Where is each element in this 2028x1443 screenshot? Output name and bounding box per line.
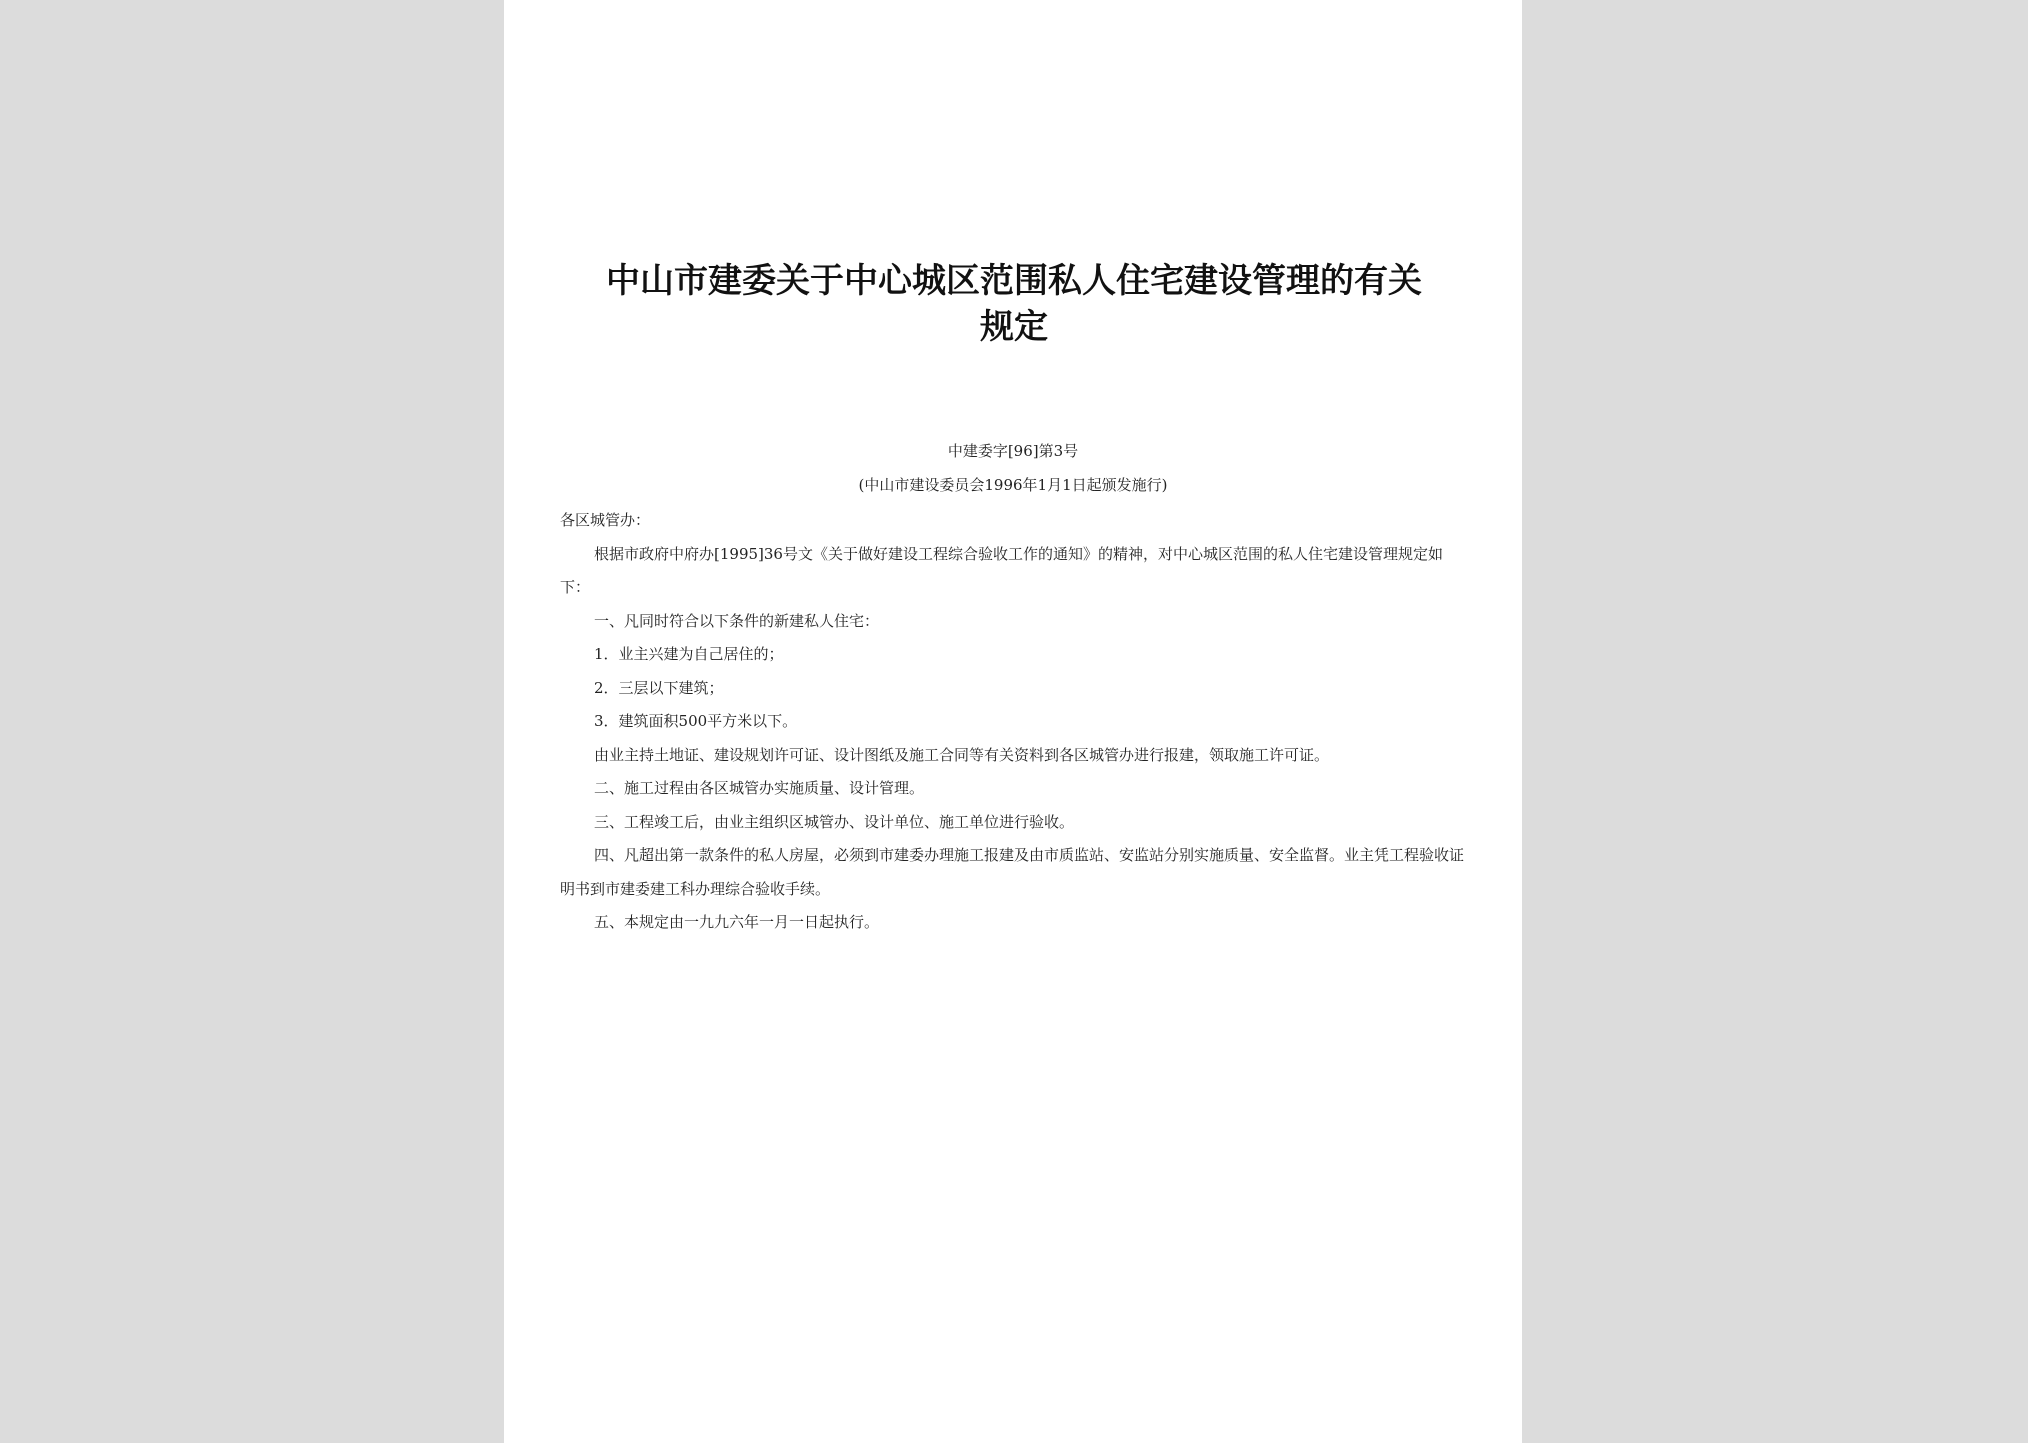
paragraph-item-2: 2．三层以下建筑； [594, 678, 724, 697]
document-page [504, 0, 1522, 1443]
title-line-2: 规定 [980, 307, 1048, 347]
paragraph-item-3: 3．建筑面积500平方米以下。 [594, 712, 798, 730]
paragraph-section-1: 一、凡同时符合以下条件的新建私人住宅： [594, 611, 880, 630]
paragraph-section-4: 四、凡超出第一款条件的私人房屋，必须到市建委办理施工报建及由市质监站、安监站分别实施质量、安全监督。业主凭工程验收证明书到市建委建工科办理综合验收手续。 [560, 846, 1465, 898]
effective-date-note: (中山市建设委员会1996年1月1日起颁发施行) [858, 476, 1168, 494]
title-line-1: 中山市建委关于中心城区范围私人住宅建设管理的有关 [606, 261, 1422, 301]
paragraph-section-2: 二、施工过程由各区城管办实施质量、设计管理。 [594, 779, 925, 797]
document-number: 中建委字[96]第3号 [947, 442, 1079, 460]
paragraph-permit: 由业主持土地证、建设规划许可证、设计图纸及施工合同等有关资料到各区城管办进行报建，领取施工许可证。 [594, 745, 1330, 764]
salutation: 各区城管办： [560, 511, 651, 529]
document-body [560, 504, 1466, 940]
document-title [544, 258, 1484, 350]
paragraph-section-3: 三、工程竣工后，由业主组织区城管办、设计单位、施工单位进行验收。 [594, 812, 1075, 831]
paragraph-item-1: 1．业主兴建为自己居住的； [594, 645, 784, 663]
paragraph-section-5: 五、本规定由一九九六年一月一日起执行。 [594, 913, 880, 931]
paragraph-intro: 根据市政府中府办[1995]36号文《关于做好建设工程综合验收工作的通知》的精神，对中心城区范围的私人住宅建设管理规定如下： [560, 544, 1443, 596]
